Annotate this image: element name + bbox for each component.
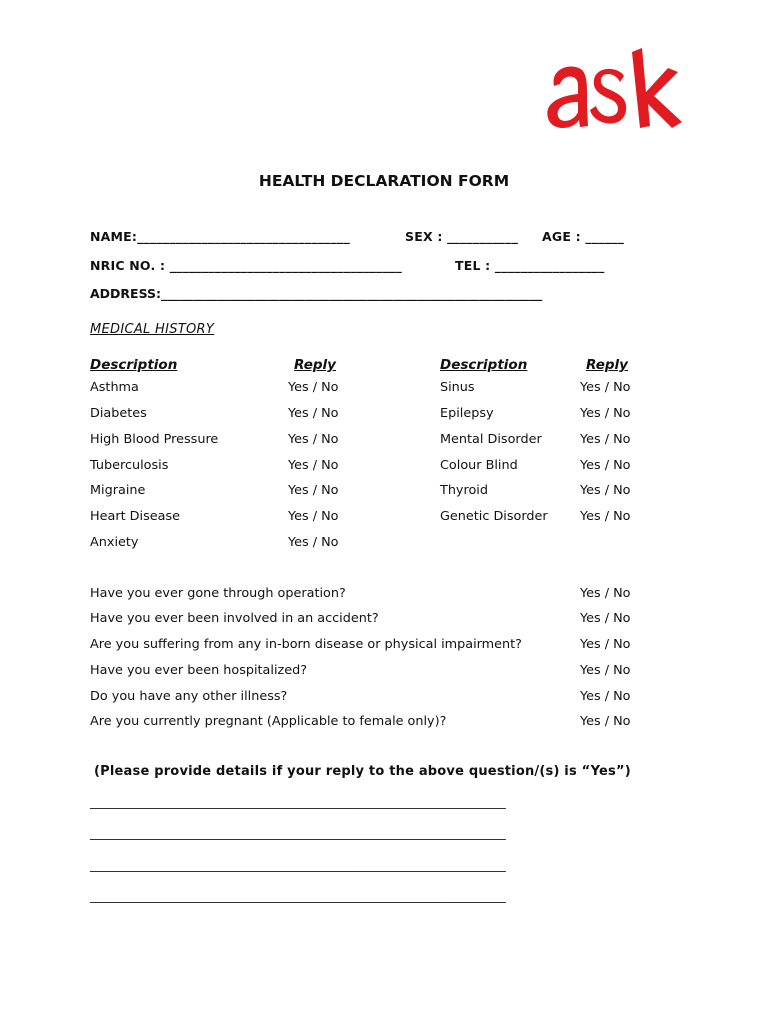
condition-reply[interactable]: Yes / No: [580, 432, 631, 447]
condition-reply[interactable]: Yes / No: [288, 535, 339, 550]
condition-reply[interactable]: Yes / No: [288, 509, 339, 524]
details-note: (Please provide details if your reply to the above question/(s) is “Yes”): [94, 764, 631, 779]
question-text: Have you ever been involved in an accident?: [90, 611, 379, 626]
condition-label: Diabetes: [90, 406, 147, 421]
left-reply-header: Reply: [294, 357, 336, 373]
right-reply-header: Reply: [586, 357, 628, 373]
question-reply[interactable]: Yes / No: [580, 637, 631, 652]
condition-reply[interactable]: Yes / No: [580, 406, 631, 421]
logo-letter-k: [632, 48, 682, 128]
details-line[interactable]: ________________________________________________________________: [90, 826, 506, 841]
condition-reply[interactable]: Yes / No: [288, 483, 339, 498]
condition-label: Tuberculosis: [90, 458, 169, 473]
condition-label: Sinus: [440, 380, 475, 395]
question-reply[interactable]: Yes / No: [580, 689, 631, 704]
question-text: Are you currently pregnant (Applicable to female only)?: [90, 714, 447, 729]
condition-reply[interactable]: Yes / No: [580, 509, 631, 524]
condition-reply[interactable]: Yes / No: [288, 432, 339, 447]
question-text: Have you ever gone through operation?: [90, 586, 346, 601]
details-line[interactable]: ________________________________________________________________: [90, 858, 506, 873]
logo-letter-a: [547, 67, 588, 128]
details-line[interactable]: ________________________________________________________________: [90, 889, 506, 904]
condition-label: High Blood Pressure: [90, 432, 219, 447]
condition-reply[interactable]: Yes / No: [288, 406, 339, 421]
condition-reply[interactable]: Yes / No: [580, 483, 631, 498]
question-reply[interactable]: Yes / No: [580, 663, 631, 678]
name-field[interactable]: NAME:_________________________________: [90, 229, 350, 244]
details-line[interactable]: ________________________________________________________________: [90, 795, 506, 810]
question-text: Are you suffering from any in-born disease or physical impairment?: [90, 637, 522, 652]
condition-label: Asthma: [90, 380, 139, 395]
address-field[interactable]: ADDRESS:_____________________________________________________________: [90, 286, 543, 301]
right-description-header: Description: [440, 357, 528, 373]
logo-letter-s: [590, 69, 626, 124]
logo-text: ASK: [540, 40, 542, 41]
condition-label: Colour Blind: [440, 458, 518, 473]
condition-label: Thyroid: [440, 483, 488, 498]
condition-label: Genetic Disorder: [440, 509, 548, 524]
question-reply[interactable]: Yes / No: [580, 714, 631, 729]
condition-label: Heart Disease: [90, 509, 181, 524]
age-field[interactable]: AGE : ______: [542, 229, 625, 244]
condition-reply[interactable]: Yes / No: [580, 458, 631, 473]
page-title: HEALTH DECLARATION FORM: [258, 172, 510, 190]
question-text: Do you have any other illness?: [90, 689, 288, 704]
condition-label: Epilepsy: [440, 406, 494, 421]
condition-label: Migraine: [90, 483, 146, 498]
left-description-header: Description: [90, 357, 178, 373]
nric-field[interactable]: NRIC NO. : ____________________________________: [90, 258, 402, 273]
ask-logo: [540, 40, 685, 140]
condition-label: Anxiety: [90, 535, 139, 550]
question-reply[interactable]: Yes / No: [580, 586, 631, 601]
medical-history-heading: MEDICAL HISTORY: [90, 322, 215, 337]
condition-label: Mental Disorder: [440, 432, 542, 447]
condition-reply[interactable]: Yes / No: [288, 380, 339, 395]
question-text: Have you ever been hospitalized?: [90, 663, 308, 678]
tel-field[interactable]: TEL : _________________: [455, 258, 605, 273]
question-reply[interactable]: Yes / No: [580, 611, 631, 626]
condition-reply[interactable]: Yes / No: [288, 458, 339, 473]
sex-field[interactable]: SEX : ___________: [405, 229, 519, 244]
condition-reply[interactable]: Yes / No: [580, 380, 631, 395]
